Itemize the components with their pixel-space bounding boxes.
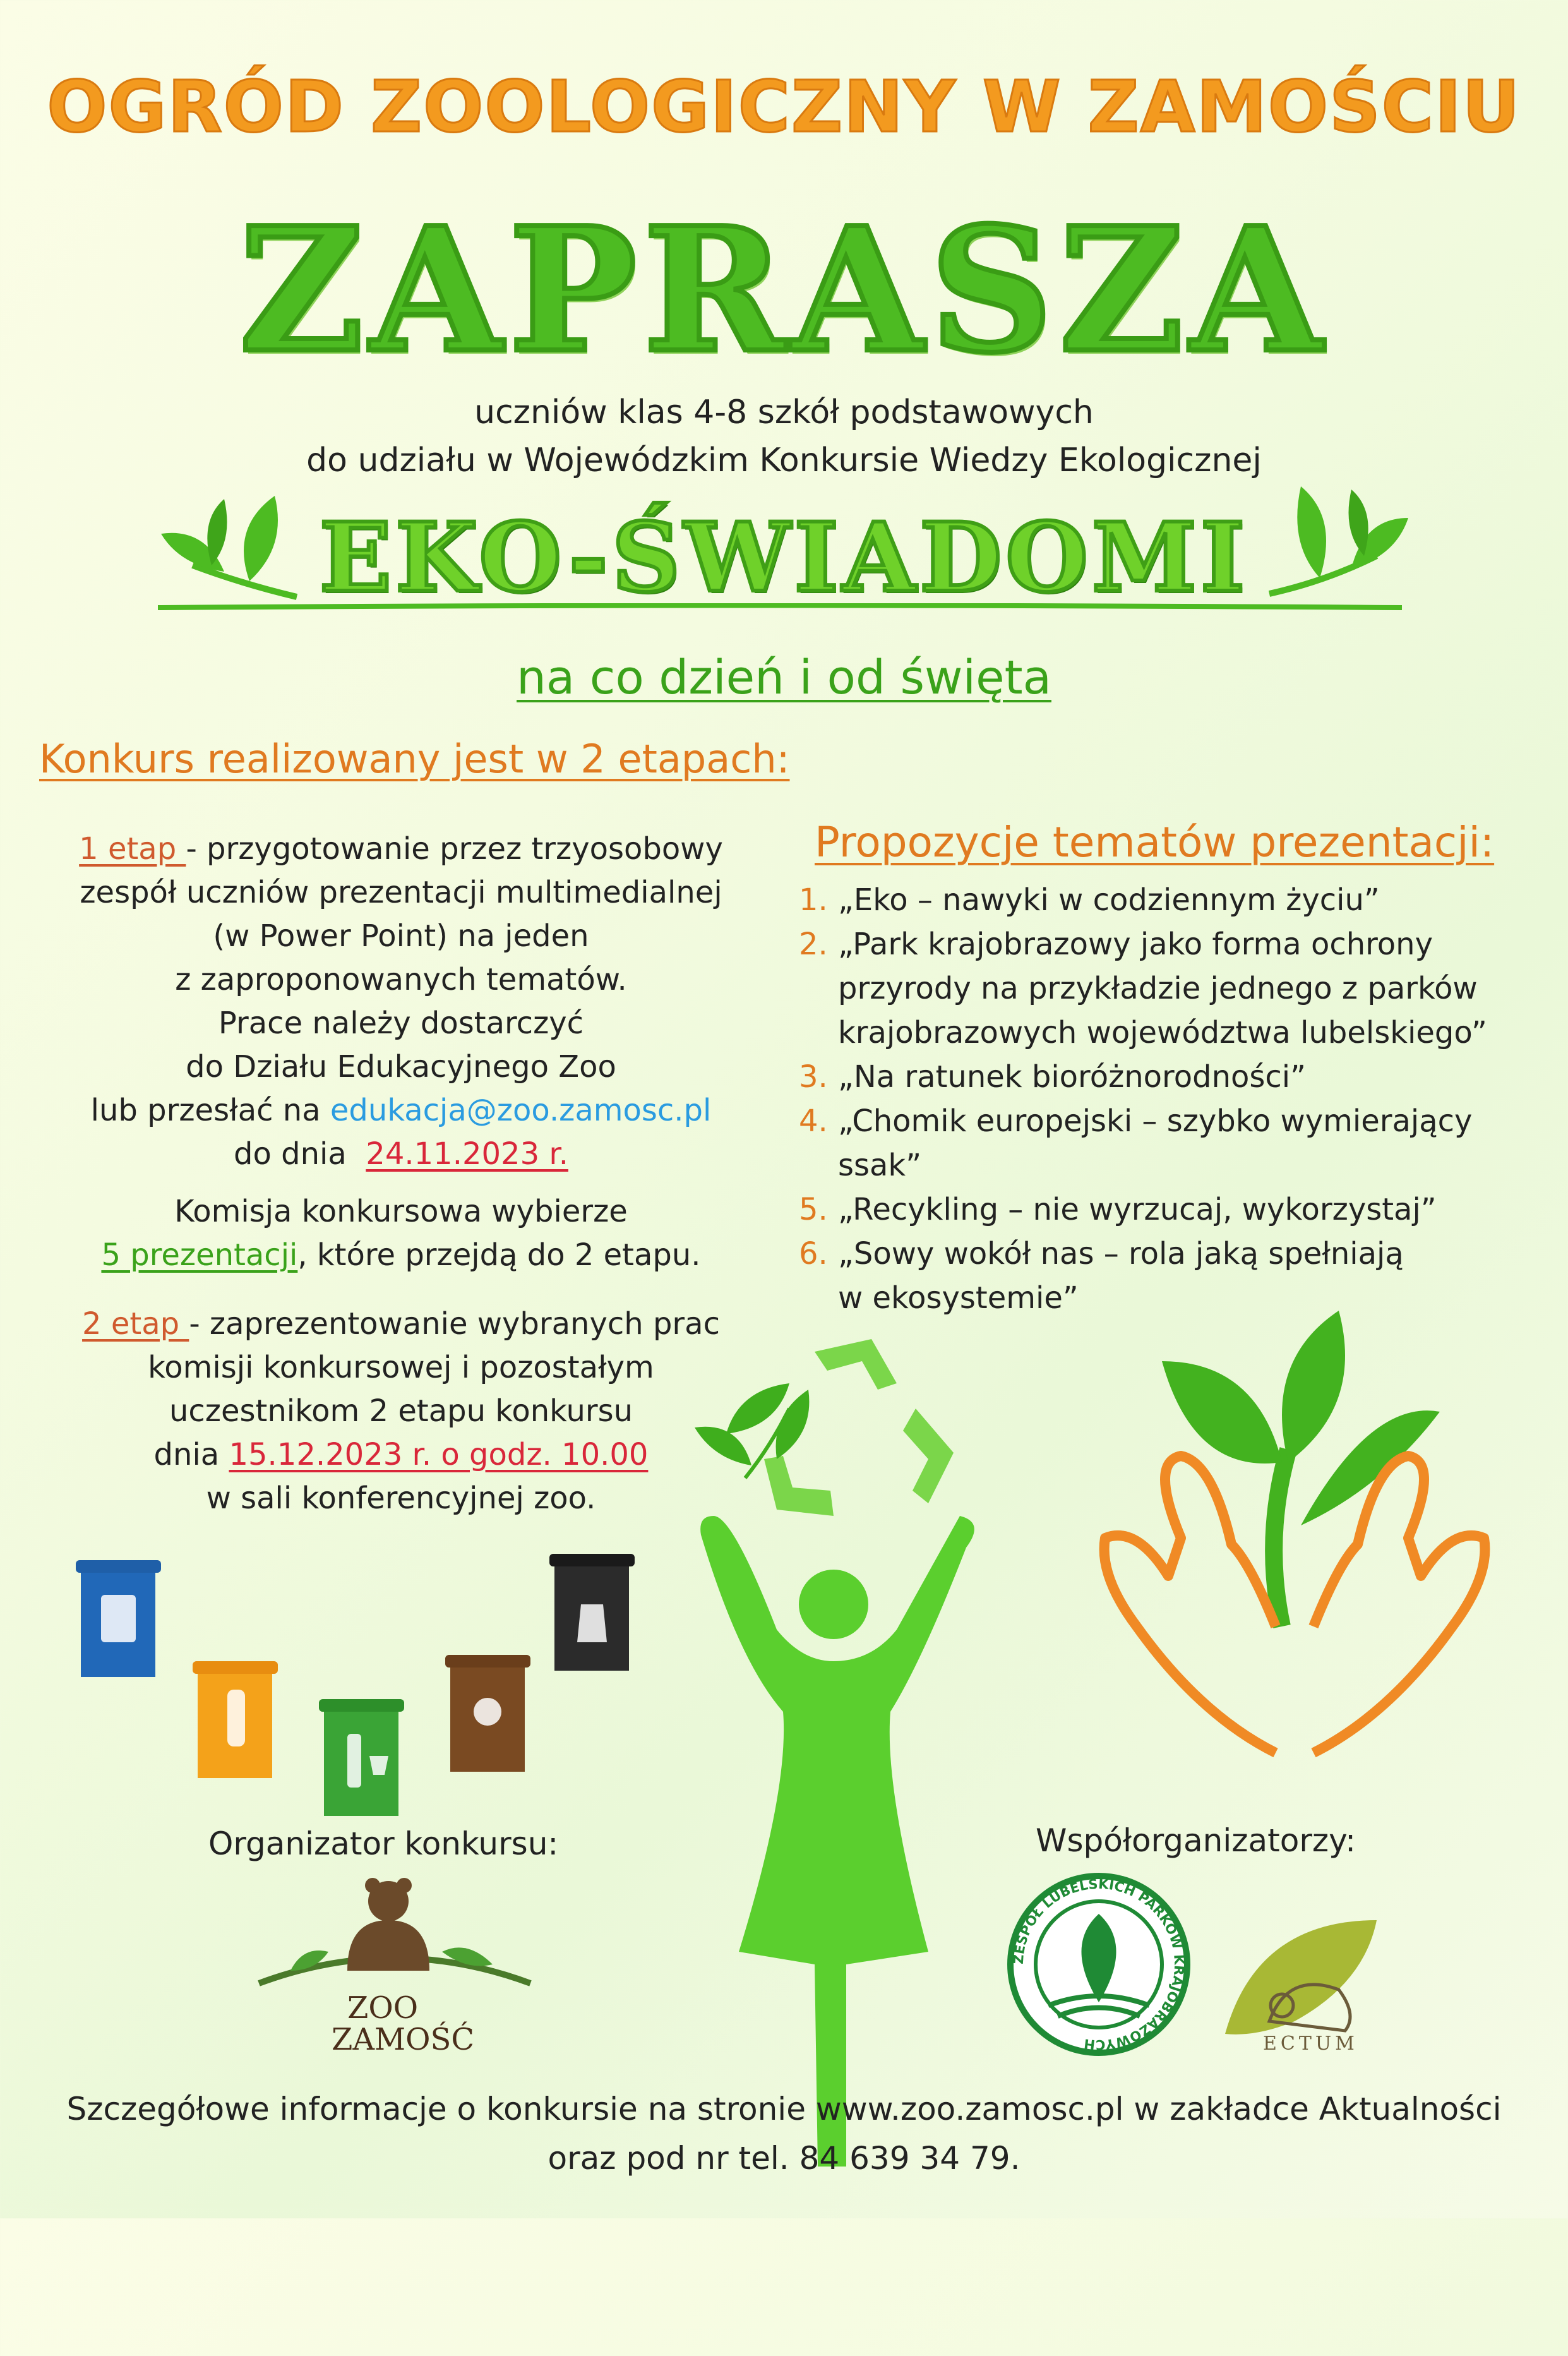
person-icon	[700, 1516, 974, 2167]
recycle-bins-illustration	[69, 1554, 657, 1819]
stage1-line-4: z zaproponowanych tematów.	[175, 962, 627, 997]
stage1-line-2: zespół uczniów prezentacji multimedialnej	[80, 875, 722, 910]
committee-count: 5 prezentacji	[101, 1237, 298, 1273]
deadline-prefix: do dnia	[234, 1136, 366, 1172]
contest-underline	[158, 603, 1402, 612]
list-item: 4. „Chomik europejski – szybko wymierający ssak”	[799, 1103, 1473, 1183]
organizer-label: Organizator konkursu:	[208, 1825, 559, 1862]
invite-heading: ZAPRASZA	[239, 189, 1329, 390]
stage1-text: - przygotowanie przez trzyosobowy	[186, 831, 723, 867]
committee-line-1: Komisja konkursowa wybierze	[174, 1194, 628, 1229]
intro-line-1: uczniów klas 4-8 szkół podstawowych	[474, 394, 1094, 431]
deadline-date: 24.11.2023 r.	[366, 1136, 568, 1172]
coorganizers-label: Współorganizatorzy:	[1036, 1822, 1356, 1859]
footer-line-2: oraz pod nr tel. 84 639 34 79.	[548, 2140, 1020, 2177]
contest-subtitle: na co dzień i od święta	[517, 651, 1051, 705]
stage1-label: 1 etap	[79, 831, 186, 867]
ectum-logo	[1219, 1895, 1408, 2053]
stage2-line-3: uczestnikom 2 etapu konkursu	[169, 1393, 633, 1429]
footer-line-1: Szczegółowe informacje o konkursie na stronie www.zoo.zamosc.pl w zakładce Aktualności	[66, 2091, 1502, 2127]
stage1-line-7: lub przesłać na	[90, 1093, 330, 1128]
topics-heading: Propozycje tematów prezentacji:	[815, 818, 1495, 867]
list-item: 1. „Eko – nawyki w codziennym życiu”	[799, 882, 1380, 918]
list-item: 3. „Na ratunek bioróżnorodności”	[799, 1059, 1306, 1095]
brown-bin-icon	[445, 1655, 530, 1772]
committee-line-2: , które przejdą do 2 etapu.	[297, 1237, 701, 1273]
hands-plant-illustration	[1086, 1298, 1541, 1816]
stage2-line-2: komisji konkursowej i pozostałym	[148, 1350, 654, 1385]
green-bin-icon	[319, 1699, 404, 1816]
stage2-text: - zaprezentowanie wybranych prac	[189, 1306, 720, 1342]
stage2-date-prefix: dnia	[153, 1437, 229, 1472]
stages-description	[44, 827, 758, 1520]
svg-text:ZESPÓŁ LUBELSKICH PARKÓW KRAJO: ZESPÓŁ LUBELSKICH PARKÓW KRAJOBRAZOWYCH	[1010, 1876, 1187, 2053]
leaf-icon	[695, 1383, 809, 1478]
stage1-line-3: (w Power Point) na jeden	[213, 918, 589, 954]
footer-info	[0, 2084, 1568, 2183]
svg-text:ZOO: ZOO	[347, 1990, 419, 2026]
svg-text:ZAMOŚĆ: ZAMOŚĆ	[332, 2022, 475, 2057]
page-title: OGRÓD ZOOLOGICZNY W ZAMOŚCIU	[47, 66, 1521, 148]
intro-line-2: do udziału w Wojewódzkim Konkursie Wiedzy Ekologicznej	[306, 442, 1262, 479]
black-bin-icon	[549, 1554, 635, 1671]
email-link[interactable]: edukacja@zoo.zamosc.pl	[330, 1093, 712, 1128]
svg-text:ECTUM: ECTUM	[1263, 2033, 1358, 2053]
stage1-line-5: Prace należy dostarczyć	[218, 1006, 584, 1041]
contest-name: EKO-ŚWIADOMI	[319, 502, 1249, 613]
list-item: 2. „Park krajobrazowy jako forma ochrony przyrody na przykładzie jednego z parków krajobrazowych województwa lubelskiego”	[799, 927, 1487, 1050]
stage2-date: 15.12.2023 r. o godz. 10.00	[229, 1437, 649, 1472]
hands-icon	[1104, 1456, 1485, 1753]
eco-person-illustration	[688, 1333, 1042, 2356]
park-logo	[998, 1870, 1200, 2059]
zoo-zamosc-logo	[253, 1876, 537, 2059]
list-item: 6. „Sowy wokół nas – rola jaką spełniają w ekosystemie”	[799, 1236, 1404, 1316]
list-item: 5. „Recykling – nie wyrzucaj, wykorzystaj”	[799, 1192, 1437, 1227]
bear-icon	[347, 1878, 429, 1971]
intro-text	[0, 388, 1568, 484]
blue-bin-icon	[76, 1560, 161, 1677]
stage2-line-5: w sali konferencyjnej zoo.	[206, 1481, 596, 1516]
stage1-line-6: do Działu Edukacyjnego Zoo	[186, 1049, 616, 1085]
topics-list	[799, 878, 1525, 1320]
stages-heading: Konkurs realizowany jest w 2 etapach:	[39, 736, 790, 782]
orange-bin-icon	[193, 1661, 278, 1778]
stage2-label: 2 etap	[82, 1306, 189, 1342]
